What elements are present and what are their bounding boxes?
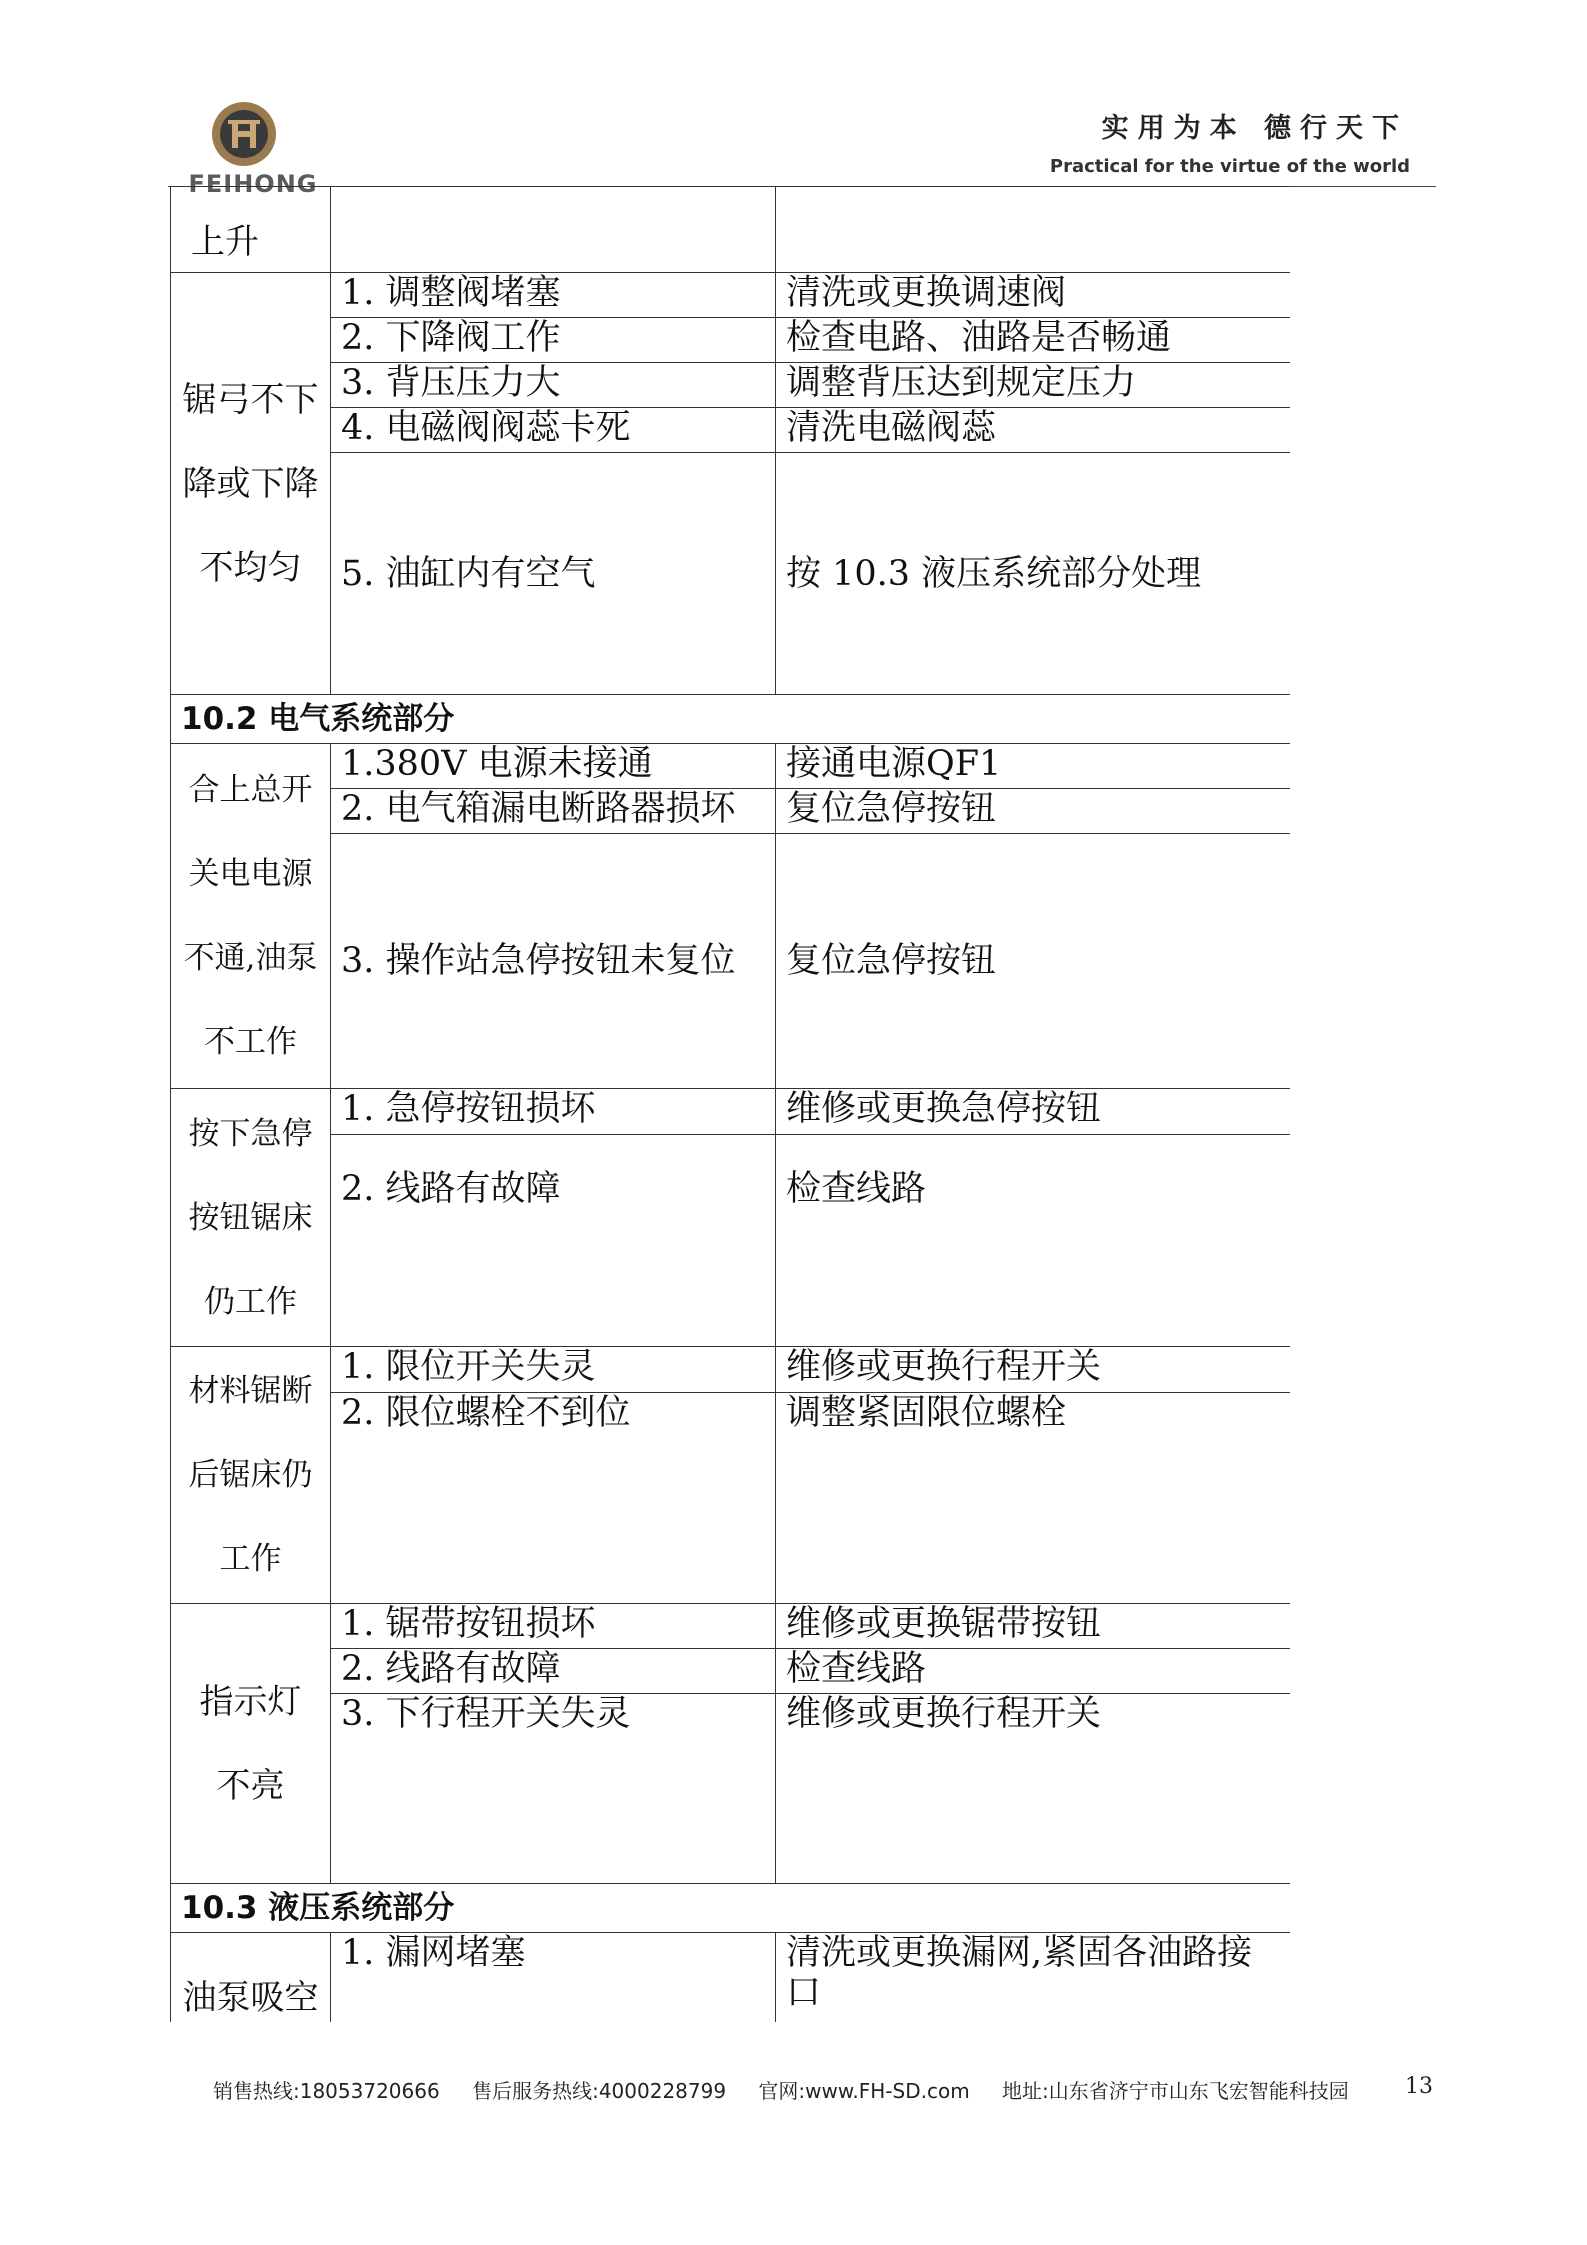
table-row [171, 834, 1291, 1089]
cause-cell: 2. 限位螺栓不到位 [331, 1393, 776, 1604]
table-row [171, 453, 1291, 695]
troubleshooting-table [170, 186, 1290, 2022]
table-row [171, 1135, 1291, 1347]
cause-cell: 1. 限位开关失灵 [331, 1347, 776, 1393]
symptom-cell: 按下急停按钮锯床仍工作 [171, 1089, 331, 1347]
fix-cell: 接通电源QF1 [776, 744, 1291, 789]
table-row [171, 363, 1291, 408]
symptom-cell: 指示灯不亮 [171, 1604, 331, 1884]
symptom-cell: 合上总开关电电源不通,油泵不工作 [171, 744, 331, 1089]
cause-cell: 3. 背压压力大 [331, 363, 776, 408]
troubleshooting-table-wrap [170, 186, 1290, 2022]
fix-cell: 维修或更换锯带按钮 [776, 1604, 1291, 1649]
cause-cell: 2. 线路有故障 [331, 1135, 776, 1347]
table-row [171, 1089, 1291, 1135]
page-footer [213, 2075, 1433, 2104]
symptom-cell: 材料锯断后锯床仍工作 [171, 1347, 331, 1604]
fix-cell: 维修或更换行程开关 [776, 1694, 1291, 1884]
fix-cell: 检查线路 [776, 1135, 1291, 1347]
cause-cell: 3. 下行程开关失灵 [331, 1694, 776, 1884]
cause-cell: 2. 线路有故障 [331, 1649, 776, 1694]
cause-cell: 1. 急停按钮损坏 [331, 1089, 776, 1135]
cause-cell: 1.380V 电源未接通 [331, 744, 776, 789]
fix-cell: 清洗电磁阀蕊 [776, 408, 1291, 453]
slogan-chinese: 实用为本 德行天下 [1101, 113, 1408, 144]
cause-cell: 4. 电磁阀阀蕊卡死 [331, 408, 776, 453]
fix-cell: 清洗或更换调速阀 [776, 273, 1291, 318]
cause-cell: 5. 油缸内有空气 [331, 453, 776, 695]
section-row [171, 1884, 1291, 1933]
fix-cell: 清洗或更换漏网,紧固各油路接口 [776, 1933, 1291, 2023]
fix-cell: 复位急停按钮 [776, 834, 1291, 1089]
table-row [171, 1347, 1291, 1393]
section-row [171, 695, 1291, 744]
table-row [171, 187, 1291, 273]
fix-cell: 按 10.3 液压系统部分处理 [776, 453, 1291, 695]
feihong-logo-icon [210, 100, 278, 168]
cause-cell: 1. 漏网堵塞 [331, 1933, 776, 2023]
symptom-cell: 锯弓不下降或下降不均匀 [171, 273, 331, 695]
table-row [171, 1393, 1291, 1604]
fix-cell: 调整紧固限位螺栓 [776, 1393, 1291, 1604]
symptom-cell: 油泵吸空 [171, 1933, 331, 2023]
table-row [171, 1604, 1291, 1649]
company-logo [168, 100, 338, 196]
website: 官网:www.FH-SD.com [758, 2079, 970, 2103]
cause-cell: 1. 调整阀堵塞 [331, 273, 776, 318]
table-row [171, 1933, 1291, 2023]
table-row [171, 318, 1291, 363]
table-row [171, 1694, 1291, 1884]
slogan-english: Practical for the virtue of the world [1049, 156, 1410, 177]
fix-cell: 调整背压达到规定压力 [776, 363, 1291, 408]
symptom-cell: 上升 [171, 187, 331, 273]
fix-cell [776, 187, 1291, 273]
page-number: 13 [1405, 2074, 1433, 2099]
fix-cell: 检查线路 [776, 1649, 1291, 1694]
table-row [171, 408, 1291, 453]
section-heading: 10.2 电气系统部分 [171, 695, 1291, 744]
cause-cell: 1. 锯带按钮损坏 [331, 1604, 776, 1649]
table-row [171, 273, 1291, 318]
table-row [171, 744, 1291, 789]
cause-cell [331, 187, 776, 273]
sales-hotline: 销售热线:18053720666 [213, 2079, 440, 2103]
service-hotline: 售后服务热线:4000228799 [472, 2079, 727, 2103]
table-row [171, 789, 1291, 834]
cause-cell: 2. 下降阀工作 [331, 318, 776, 363]
cause-cell: 3. 操作站急停按钮未复位 [331, 834, 776, 1089]
table-row [171, 1649, 1291, 1694]
cause-cell: 2. 电气箱漏电断路器损坏 [331, 789, 776, 834]
fix-cell: 复位急停按钮 [776, 789, 1291, 834]
fix-cell: 检查电路、油路是否畅通 [776, 318, 1291, 363]
section-heading: 10.3 液压系统部分 [171, 1884, 1291, 1933]
address: 地址:山东省济宁市山东飞宏智能科技园 [1002, 2079, 1349, 2103]
logo-wordmark: FEIHONG [188, 170, 318, 198]
fix-cell: 维修或更换急停按钮 [776, 1089, 1291, 1135]
fix-cell: 维修或更换行程开关 [776, 1347, 1291, 1393]
